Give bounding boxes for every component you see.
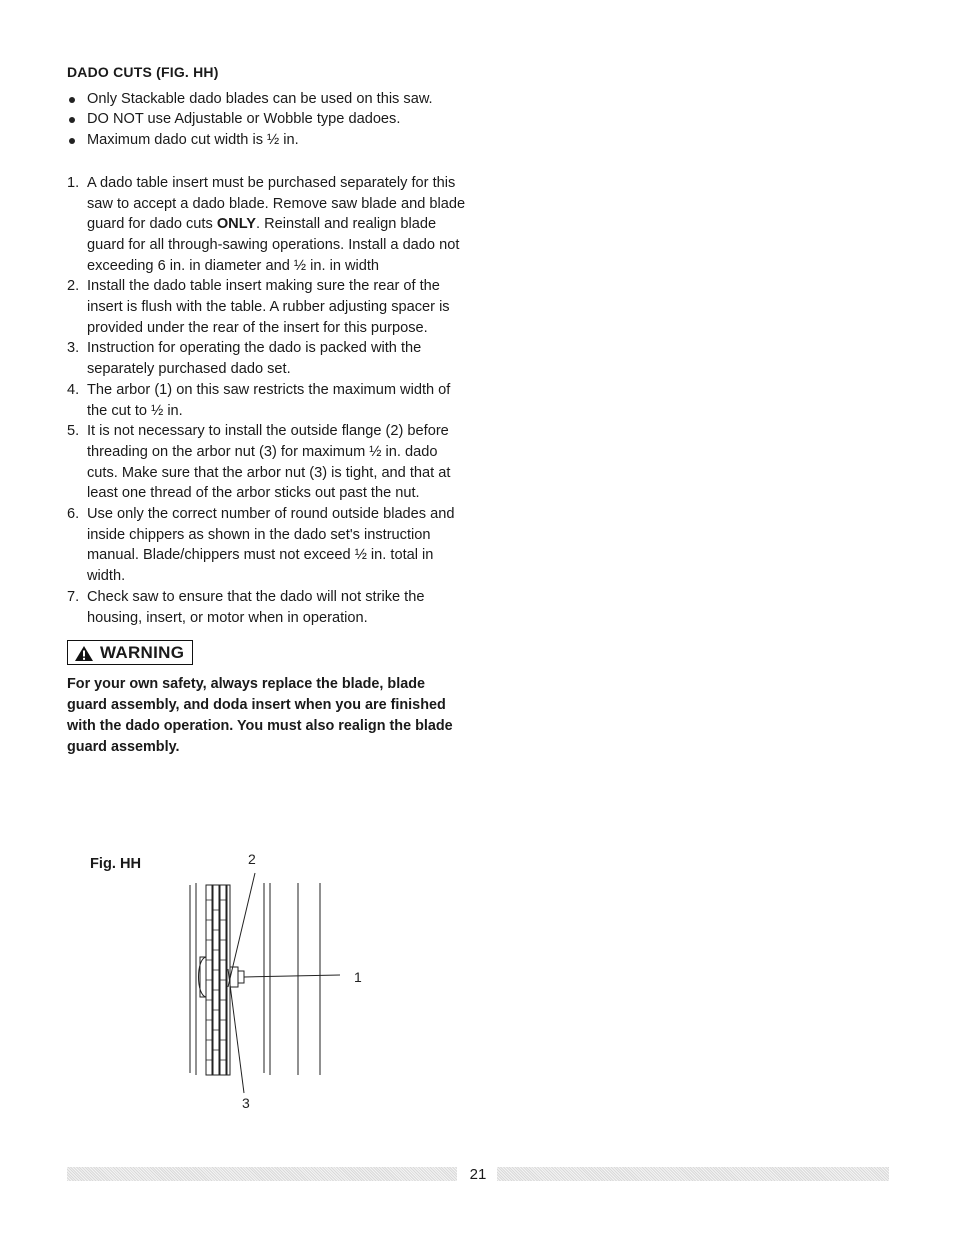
- warning-label: WARNING: [100, 642, 185, 662]
- page-number: 21: [469, 1166, 487, 1183]
- arbor-nut: [230, 967, 238, 987]
- dado-assembly-diagram: [180, 845, 380, 1115]
- arbor: [238, 971, 244, 983]
- step-text-part: . Reinstall and realign blade guard for all through-sawing operations. Install a dado not exceeding 6 in. in diameter and ½ in. in width: [87, 216, 460, 274]
- step-item: [67, 504, 467, 587]
- step-emphasis: ONLY: [216, 216, 257, 233]
- callout-nut: 3: [242, 1095, 250, 1111]
- step-text: It is not necessary to install the outside flange (2) before threading on the arbor nut (3) for maximum ½ in. dado cuts. Make sure that the arbor nut (3) is tight, and that at least one thread of the arbor sticks out past the nut.: [87, 423, 451, 502]
- warning-box: [67, 640, 193, 665]
- step-item: [67, 276, 467, 338]
- step-item: [67, 380, 467, 421]
- step-text: The arbor (1) on this saw restricts the maximum width of the cut to ½ in.: [87, 381, 451, 419]
- warning-triangle-icon: [74, 645, 94, 662]
- step-number: 3.: [67, 340, 80, 357]
- bullet-item: Maximum dado cut width is ½ in.: [67, 130, 467, 151]
- bullet-item: DO NOT use Adjustable or Wobble type dadoes.: [67, 109, 467, 130]
- step-number: 7.: [67, 588, 80, 605]
- step-number: 5.: [67, 423, 80, 440]
- content-column: [67, 62, 467, 757]
- step-item: [67, 587, 467, 628]
- step-text: Use only the correct number of round outside blades and inside chippers as shown in the dado set's instruction manual. Blade/chippers must not exceed ½ in. total in width.: [87, 506, 455, 585]
- step-number: 4.: [67, 381, 80, 398]
- callout-arbor: 1: [354, 969, 362, 985]
- step-text-part: A dado table insert must be purchased separately for this saw to accept a dado blade. Remove saw blade and blade guard for dado cuts: [87, 174, 466, 233]
- dado-blade-stack: [206, 885, 230, 1075]
- step-list: [67, 173, 467, 628]
- footer-bar-right: [497, 1167, 889, 1181]
- step-number: 1.: [67, 174, 80, 191]
- step-text: Install the dado table insert making sure the rear of the insert is flush with the table. A rubber adjusting spacer is provided under the rear of the insert for this purpose.: [87, 278, 450, 336]
- section-heading: DADO CUTS (FIG. HH): [67, 64, 219, 80]
- bullet-item: Only Stackable dado blades can be used on this saw.: [67, 89, 467, 110]
- step-number: 2.: [67, 278, 80, 295]
- step-text: Check saw to ensure that the dado will not strike the housing, insert, or motor when in operation.: [87, 588, 425, 626]
- step-number: 6.: [67, 506, 80, 523]
- step-item: [67, 421, 467, 504]
- figure-label: Fig. HH: [90, 856, 142, 872]
- callout-flange: 2: [248, 851, 256, 867]
- footer-bar-left: [67, 1167, 457, 1181]
- step-item: [67, 338, 467, 379]
- warning-text: For your own safety, always replace the blade, blade guard assembly, and doda insert when you are finished with the dado operation. You must also realign the blade guard assembly.: [67, 676, 453, 755]
- bullet-list: [67, 89, 467, 151]
- step-text: Instruction for operating the dado is packed with the separately purchased dado set.: [87, 340, 422, 378]
- step-text: [87, 173, 467, 277]
- step-item: [67, 173, 467, 277]
